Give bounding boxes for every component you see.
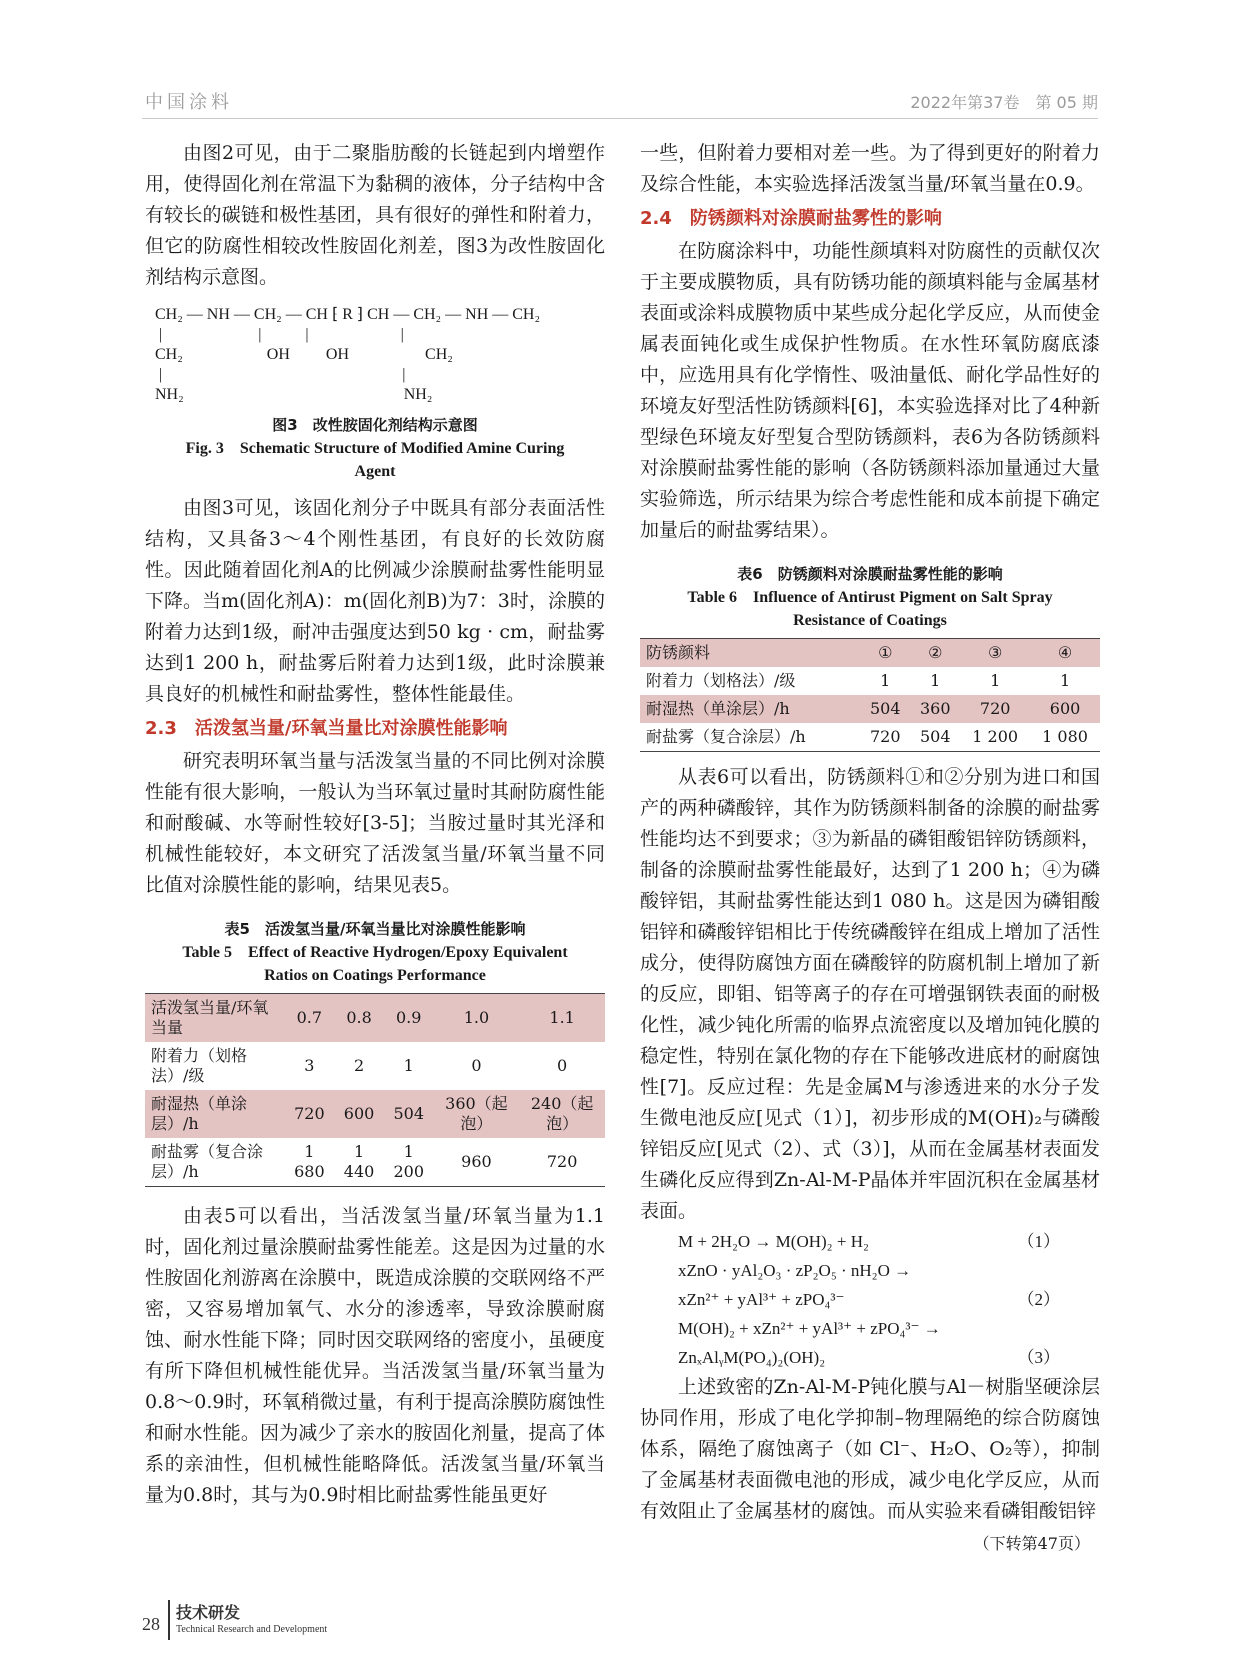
page-number: 28 [142,1614,160,1634]
footer-divider [168,1600,170,1640]
table-caption-en: Table 6 Influence of Antirust Pigment on Salt Spray Resistance of Coatings [687,589,1053,629]
table-row: 耐湿热（单涂层）/h 504 360 720 600 [640,695,1100,723]
journal-name: 中国涂料 [145,92,233,113]
paragraph: 从表6可以看出，防锈颜料①和②分别为进口和国产的两种磷酸锌，其作为防锈颜料制备的涂膜的耐盐雾性能均达不到要求；③为新晶的磷钼酸铝锌防锈颜料，制备的涂膜耐盐雾性能最好，达到了1 200 h；④为磷酸锌铝，其耐盐雾性能达到1 080 h。这是因为磷钼酸铝锌和磷酸锌铝相比于传统磷酸锌在组成上增加了活性成分，使得防腐蚀方面在磷酸锌的防腐机制上增加了新的反应，即钼、铝等离子的存在可增强钢铁表面的耐极化性，减少钝化所需的临界点流密度以及增加钝化膜的稳定性，特别在氯化物的存在下能够改进底材的耐腐蚀性[7]。反应过程：先是金属M与渗透进来的水分子发生微电池反应[见式（1）]，初步形成的M(OH)₂与磷酸锌铝反应[见式（2）、式（3）]，从而在金属基材表面发生磷化反应得到Zn-Al-M-P晶体并牢固沉积在金属基材表面。 [640,766,1100,1222]
chemical-structure: CH₂ — NH — CH₂ — CH ⁅ R ⁆ CH — CH₂ — NH — CH₂ | | | | CH₂ OH OH CH₂ | | NH₂ NH₂ [155,306,541,403]
table-header-row: 活泼氢当量/环氧当量 0.7 0.8 0.9 1.0 1.1 [145,994,605,1043]
section-heading: 2.3 活泼氢当量/环氧当量比对涂膜性能影响 [145,718,508,739]
continued-note: （下转第47页） [973,1534,1090,1553]
table-row: 耐盐雾（复合涂层）/h 720 504 1 200 1 080 [646,727,1088,746]
paragraph: 由表5可以看出，当活泼氢当量/环氧当量为1.1时，固化剂过量涂膜耐盐雾性能差。这是因为过量的水性胺固化剂游离在涂膜中，既造成涂膜的交联网络不严密，又容易增加氧气、水分的渗透率，导致涂膜耐腐蚀、耐水性能下降；同时因交联网络的密度小，虽硬度有所下降但机械性能优异。当活泼氢当量/环氧当量为0.8～0.9时，环氧稍微过量，有利于提高涂膜防腐蚀性和耐水性能。因为减少了亲水的胺固化剂量，提高了体系的亲油性，但机械性能略降低。活泼氢当量/环氧当量为0.8时，其与为0.9时相比耐盐雾性能虽更好 [145,1205,605,1506]
section-heading: 2.4 防锈颜料对涂膜耐盐雾性的影响 [640,208,942,229]
equation-3-line-1: M(OH)₂ + xZn²⁺ + yAl³⁺ + zPO₄³⁻ → [678,1319,941,1338]
paragraph: 由图3可见，该固化剂分子中既具有部分表面活性结构，又具备3～4个刚性基团，有良好的长效防腐性。因此随着固化剂A的比例减少涂膜耐盐雾性能明显下降。当m(固化剂A)：m(固化剂B)为7：3时，涂膜的附着力达到1级，耐冲击强度达到50 kg · cm，耐盐雾达到1 200 h，耐盐雾后附着力达到1级，此时涂膜兼具良好的机械性和耐盐雾性，整体性能最佳。 [145,497,605,705]
figure-caption-en: Fig. 3 Schematic Structure of Modified Amine Curing Agent [185,440,565,480]
section-label-cn: 技术研发 [176,1603,241,1622]
table-caption-cn: 表5 活泼氢当量/环氧当量比对涂膜性能影响 [224,920,526,938]
table-header-row: 防锈颜料 ① ② ③ ④ [640,639,1100,668]
figure-caption-cn: 图3 改性胺固化剂结构示意图 [272,416,478,434]
section-label-en: Technical Research and Development [176,1624,328,1635]
paragraph: 在防腐涂料中，功能性颜填料对防腐性的贡献仅次于主要成膜物质，具有防锈功能的颜填料能与金属基材表面或涂料成膜物质中某些成分起化学反应，从而使金属表面钝化或生成保护性物质。在水性环氧防腐底漆中，应选用具有化学惰性、吸油量低、耐化学品性好的环境友好型活性防锈颜料[6]，本实验选择对比了4种新型绿色环境友好型复合型防锈颜料，表6为各防锈颜料对涂膜耐盐雾性能的影响（各防锈颜料添加量通过大量实验筛选，所示结果为综合考虑性能和成本前提下确定加量后的耐盐雾结果）。 [640,240,1100,541]
table-5 [145,993,605,1187]
right-column [640,138,1100,1554]
equation-3-line-2: ZnₓAlᵧM(PO₄)₂(OH)₂ （3） [678,1348,1060,1367]
table-caption-cn: 表6 防锈颜料对涂膜耐盐雾性能的影响 [737,565,1003,583]
paragraph: 一些，但附着力要相对差一些。为了得到更好的附着力及综合性能，本实验选择活泼氢当量/环氧当量在0.9。 [640,142,1100,195]
table-caption-en: Table 5 Effect of Reactive Hydrogen/Epoxy Equivalent Ratios on Coatings Performance [182,944,568,984]
equation-2-line-2: xZn²⁺ + yAl³⁺ + zPO₄³⁻ （2） [678,1290,1060,1309]
equation-1: M + 2H₂O → M(OH)₂ + H₂ （1） [678,1232,1060,1251]
table-row: 耐盐雾（复合涂层）/h 1 680 1 440 1 200 960 720 [151,1142,578,1181]
equation-2-line-1: xZnO · yAl₂O₃ · zP₂O₅ · nH₂O → [678,1261,912,1280]
table-6 [640,638,1100,752]
paragraph: 上述致密的Zn-Al-M-P钝化膜与Al－树脂坚硬涂层协同作用，形成了电化学抑制–物理隔绝的综合防腐蚀体系，隔绝了腐蚀离子（如 Cl⁻、H₂O、O₂等），抑制了金属基材表面微电池的形成，减少电化学反应，从而有效阻止了金属基材的腐蚀。而从实验来看磷钼酸铝锌 [640,1376,1100,1522]
table-row: 耐湿热（单涂层）/h 720 600 504 360（起泡） 240（起泡） [145,1090,605,1138]
table-row: 附着力（划格法）/级 3 2 1 0 0 [151,1046,568,1085]
header-divider [142,118,1098,119]
left-column [145,138,605,1511]
paragraph: 研究表明环氧当量与活泼氢当量的不同比例对涂膜性能有很大影响，一般认为当环氧过量时其耐防腐性能和耐酸碱、水等耐性较好[3-5]；当胺过量时其光泽和机械性能较好，本文研究了活泼氢当量/环氧当量不同比值对涂膜性能的影响，结果见表5。 [145,750,605,896]
paragraph: 由图2可见，由于二聚脂肪酸的长链起到内增塑作用，使得固化剂在常温下为黏稠的液体，分子结构中含有较长的碳链和极性基团，具有很好的弹性和附着力，但它的防腐性相较改性胺固化剂差，图3为改性胺固化剂结构示意图。 [145,142,605,288]
table-row: 附着力（划格法）/级 1 1 1 1 [646,671,1071,690]
issue-info: 2022年第37卷 第 05 期 [910,93,1098,112]
